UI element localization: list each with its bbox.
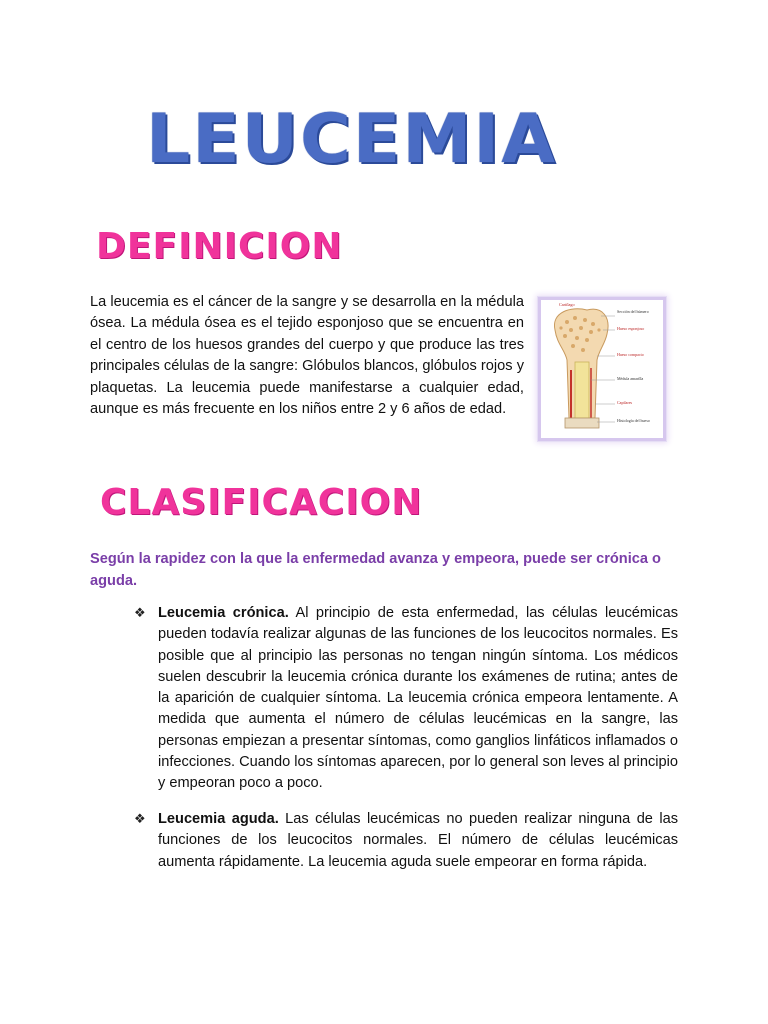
item-text: Las células leucémicas no pueden realizar ninguna de las funciones de los leucocitos normales. El número de células leucémicas aumenta rápidamente. La leucemia aguda suele empeorar en forma rápida. — [158, 811, 678, 870]
item-term: Leucemia aguda. — [158, 811, 279, 827]
bone-illustration — [538, 297, 666, 441]
page-title: LEUCEMIA — [145, 100, 557, 179]
list-item — [158, 603, 678, 795]
diamond-bullet-icon: ❖ — [134, 605, 146, 620]
bone-diagram-icon — [541, 300, 663, 438]
clasificacion-heading: CLASIFICACION — [100, 482, 423, 523]
item-term: Leucemia crónica. — [158, 605, 289, 621]
clasificacion-intro: Según la rapidez con la que la enfermedad avanza y empeora, puede ser crónica o aguda. — [90, 551, 661, 589]
definicion-paragraph: La leucemia es el cáncer de la sangre y se desarrolla en la médula ósea. La médula ósea es el tejido esponjoso que se encuentra en el centro de los huesos grandes del cuerpo y que produce las tres principales células de la sangre: Glóbulos blancos, glóbulos rojos y plaquetas. La leucemia puede manifestarse a cualquier edad, aunque es más frecuente en los niños entre 2 y 6 años de edad. — [90, 294, 524, 418]
svg-text:Histología del hueso: Histología del hueso — [617, 418, 650, 423]
svg-text:Cartílago: Cartílago — [559, 302, 575, 307]
diamond-bullet-icon: ❖ — [134, 811, 146, 826]
list-item — [158, 809, 678, 873]
svg-text:Hueso esponjoso: Hueso esponjoso — [617, 326, 645, 331]
item-text: Al principio de esta enfermedad, las células leucémicas pueden todavía realizar algunas de las funciones de los leucocitos normales. Es posible que al principio las personas no tengan ningún síntoma. Los médicos suelen descubrir la leucemia crónica durante los exámenes de rutina; antes de la aparición de cualquier síntoma. La leucemia crónica empeora lentamente. A medida que aumenta el número de células leucémicas en la sangre, las personas empiezan a presentar síntomas, como ganglios linfáticos inflamados o infecciones. Cuando los síntomas aparecen, por lo general son leves al principio y empeoran poco a poco. — [158, 605, 679, 792]
svg-text:Capilares: Capilares — [617, 400, 633, 405]
svg-text:Sección del húmero: Sección del húmero — [617, 309, 649, 314]
svg-text:Hueso compacto: Hueso compacto — [617, 352, 644, 357]
definicion-heading: DEFINICION — [96, 226, 343, 267]
svg-text:Médula amarilla: Médula amarilla — [617, 376, 644, 381]
